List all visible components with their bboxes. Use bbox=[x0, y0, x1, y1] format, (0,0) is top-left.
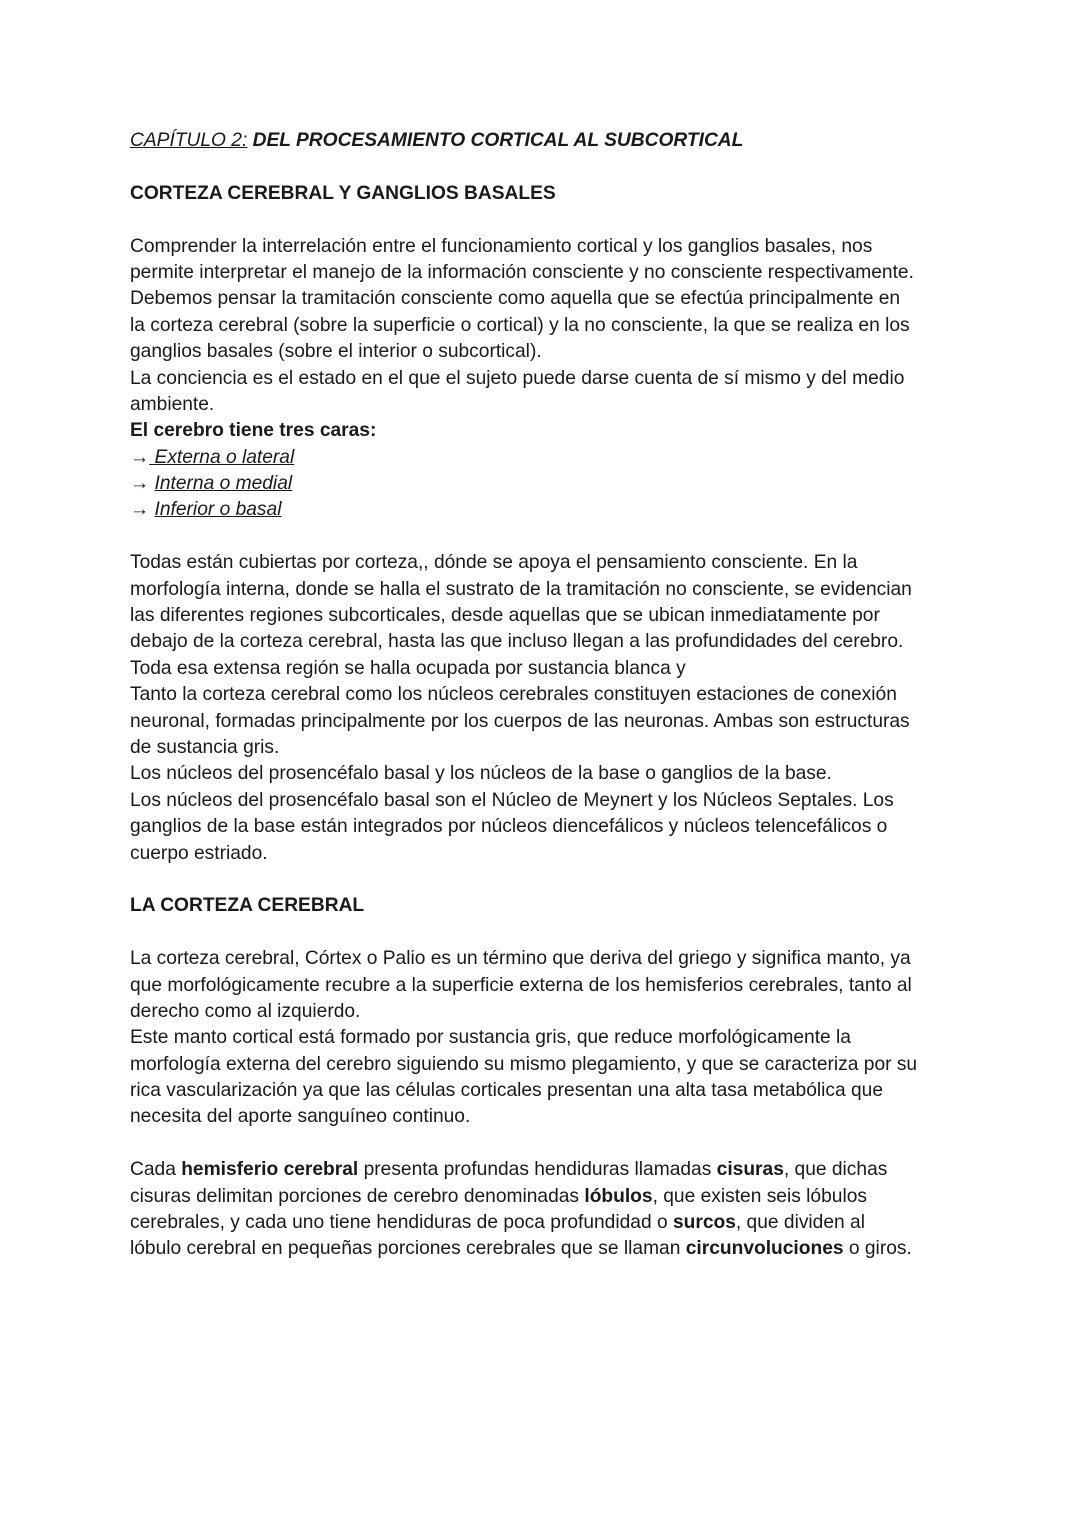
cara-interna-link[interactable]: Interna o medial bbox=[154, 473, 293, 495]
paragraph-line bbox=[130, 1210, 970, 1236]
term-circunvoluciones: circunvoluciones bbox=[685, 1238, 844, 1260]
paragraph-line: neuronal, formadas principalmente por los cuerpos de las neuronas. Ambas son estructuras bbox=[130, 710, 910, 732]
paragraph-interrelacion bbox=[130, 234, 970, 419]
list-item bbox=[130, 497, 970, 523]
paragraph-line: Comprender la interrelación entre el funcionamiento cortical y los ganglios basales, nos bbox=[130, 235, 873, 257]
paragraph-line bbox=[130, 1157, 970, 1183]
chapter-label: CAPÍTULO 2: bbox=[130, 130, 248, 151]
paragraph-line: La corteza cerebral, Córtex o Palio es un término que deriva del griego y significa manto, ya bbox=[130, 948, 911, 970]
paragraph-line: Este manto cortical está formado por sustancia gris, que reduce morfológicamente la bbox=[130, 1027, 851, 1049]
text-run: cisuras delimitan porciones de cerebro denominadas bbox=[130, 1185, 585, 1207]
cara-externa-link[interactable]: Externa o lateral bbox=[149, 446, 295, 468]
paragraph-line: Todas están cubiertas por corteza,, dónde se apoya el pensamiento consciente. En la bbox=[130, 552, 858, 574]
paragraph-line: Debemos pensar la tramitación consciente como aquella que se efectúa principalmente en bbox=[130, 288, 901, 310]
chapter-title: DEL PROCESAMIENTO CORTICAL AL SUBCORTICAL bbox=[252, 130, 744, 151]
list-item bbox=[130, 471, 970, 497]
paragraph-line: rica vascularización ya que las células corticales presentan una alta tasa metabólica que bbox=[130, 1080, 883, 1102]
paragraph-line: que morfológicamente recubre a la superficie externa de los hemisferios cerebrales, tanto al bbox=[130, 974, 912, 996]
text-run: lóbulo cerebral en pequeñas porciones cerebrales que se llaman bbox=[130, 1238, 686, 1260]
paragraph-line: Toda esa extensa región se halla ocupada por sustancia blanca y bbox=[130, 657, 686, 679]
paragraph-line bbox=[130, 1236, 970, 1262]
text-run: , que dividen al bbox=[735, 1212, 865, 1234]
term-cisuras: cisuras bbox=[716, 1159, 784, 1181]
paragraph-line: la corteza cerebral (sobre la superficie o cortical) y la no consciente, la que se realiza en los bbox=[130, 314, 910, 336]
paragraph-line: permite interpretar el manejo de la información consciente y no consciente respectivamente. bbox=[130, 261, 914, 283]
caras-list bbox=[130, 445, 970, 524]
paragraph-hemisferios bbox=[130, 1157, 970, 1263]
paragraph-line: ambiente. bbox=[130, 393, 215, 415]
paragraph-line: derecho como al izquierdo. bbox=[130, 1000, 361, 1022]
arrow-right-icon: → bbox=[130, 473, 150, 495]
paragraph-line: morfología interna, donde se halla el sustrato de la tramitación no consciente, se evidencian bbox=[130, 578, 912, 600]
arrow-right-icon: → bbox=[130, 499, 150, 521]
document-page bbox=[130, 128, 970, 1263]
paragraph-line: las diferentes regiones subcorticales, desde aquellas que se ubican inmediatamente por bbox=[130, 605, 880, 627]
term-hemisferio-cerebral: hemisferio cerebral bbox=[181, 1159, 359, 1181]
paragraph-morfologia bbox=[130, 550, 970, 867]
paragraph-line: necesita del aporte sanguíneo continuo. bbox=[130, 1106, 471, 1128]
text-run: , que existen seis lóbulos bbox=[652, 1185, 867, 1207]
paragraph-line: debajo de la corteza cerebral, hasta las que incluso llegan a las profundidades del cerebro. bbox=[130, 631, 904, 653]
arrow-right-icon: → bbox=[130, 446, 150, 468]
text-run: Cada bbox=[130, 1159, 182, 1181]
caras-heading: El cerebro tiene tres caras: bbox=[130, 420, 377, 442]
paragraph-line: cuerpo estriado. bbox=[130, 842, 268, 864]
chapter-heading bbox=[130, 128, 970, 154]
paragraph-line bbox=[130, 1184, 970, 1210]
paragraph-line: Tanto la corteza cerebral como los núcleos cerebrales constituyen estaciones de conexión bbox=[130, 684, 897, 706]
paragraph-line: ganglios de la base están integrados por núcleos diencefálicos y núcleos telencefálicos o bbox=[130, 816, 888, 838]
section-heading-corteza-ganglios: CORTEZA CEREBRAL Y GANGLIOS BASALES bbox=[130, 182, 556, 204]
cara-inferior-link[interactable]: Inferior o basal bbox=[154, 499, 282, 521]
list-item bbox=[130, 445, 970, 471]
paragraph-line: de sustancia gris. bbox=[130, 736, 280, 758]
section-heading-corteza-cerebral: LA CORTEZA CEREBRAL bbox=[130, 895, 365, 917]
text-run: o giros. bbox=[843, 1238, 912, 1260]
paragraph-line: ganglios basales (sobre el interior o subcortical). bbox=[130, 341, 542, 363]
text-run: presenta profundas hendiduras llamadas bbox=[358, 1159, 717, 1181]
paragraph-line: Los núcleos del prosencéfalo basal y los núcleos de la base o ganglios de la base. bbox=[130, 763, 832, 785]
paragraph-line: Los núcleos del prosencéfalo basal son el Núcleo de Meynert y los Núcleos Septales. Los bbox=[130, 789, 894, 811]
paragraph-manto-cortical bbox=[130, 946, 970, 1131]
paragraph-line: La conciencia es el estado en el que el sujeto puede darse cuenta de sí mismo y del medio bbox=[130, 367, 905, 389]
paragraph-line: morfología externa del cerebro siguiendo su mismo plegamiento, y que se caracteriza por su bbox=[130, 1053, 918, 1075]
text-run: cerebrales, y cada uno tiene hendiduras de poca profundidad o bbox=[130, 1212, 673, 1234]
text-run: , que dichas bbox=[783, 1159, 888, 1181]
term-lobulos: lóbulos bbox=[584, 1185, 653, 1207]
term-surcos: surcos bbox=[672, 1212, 736, 1234]
